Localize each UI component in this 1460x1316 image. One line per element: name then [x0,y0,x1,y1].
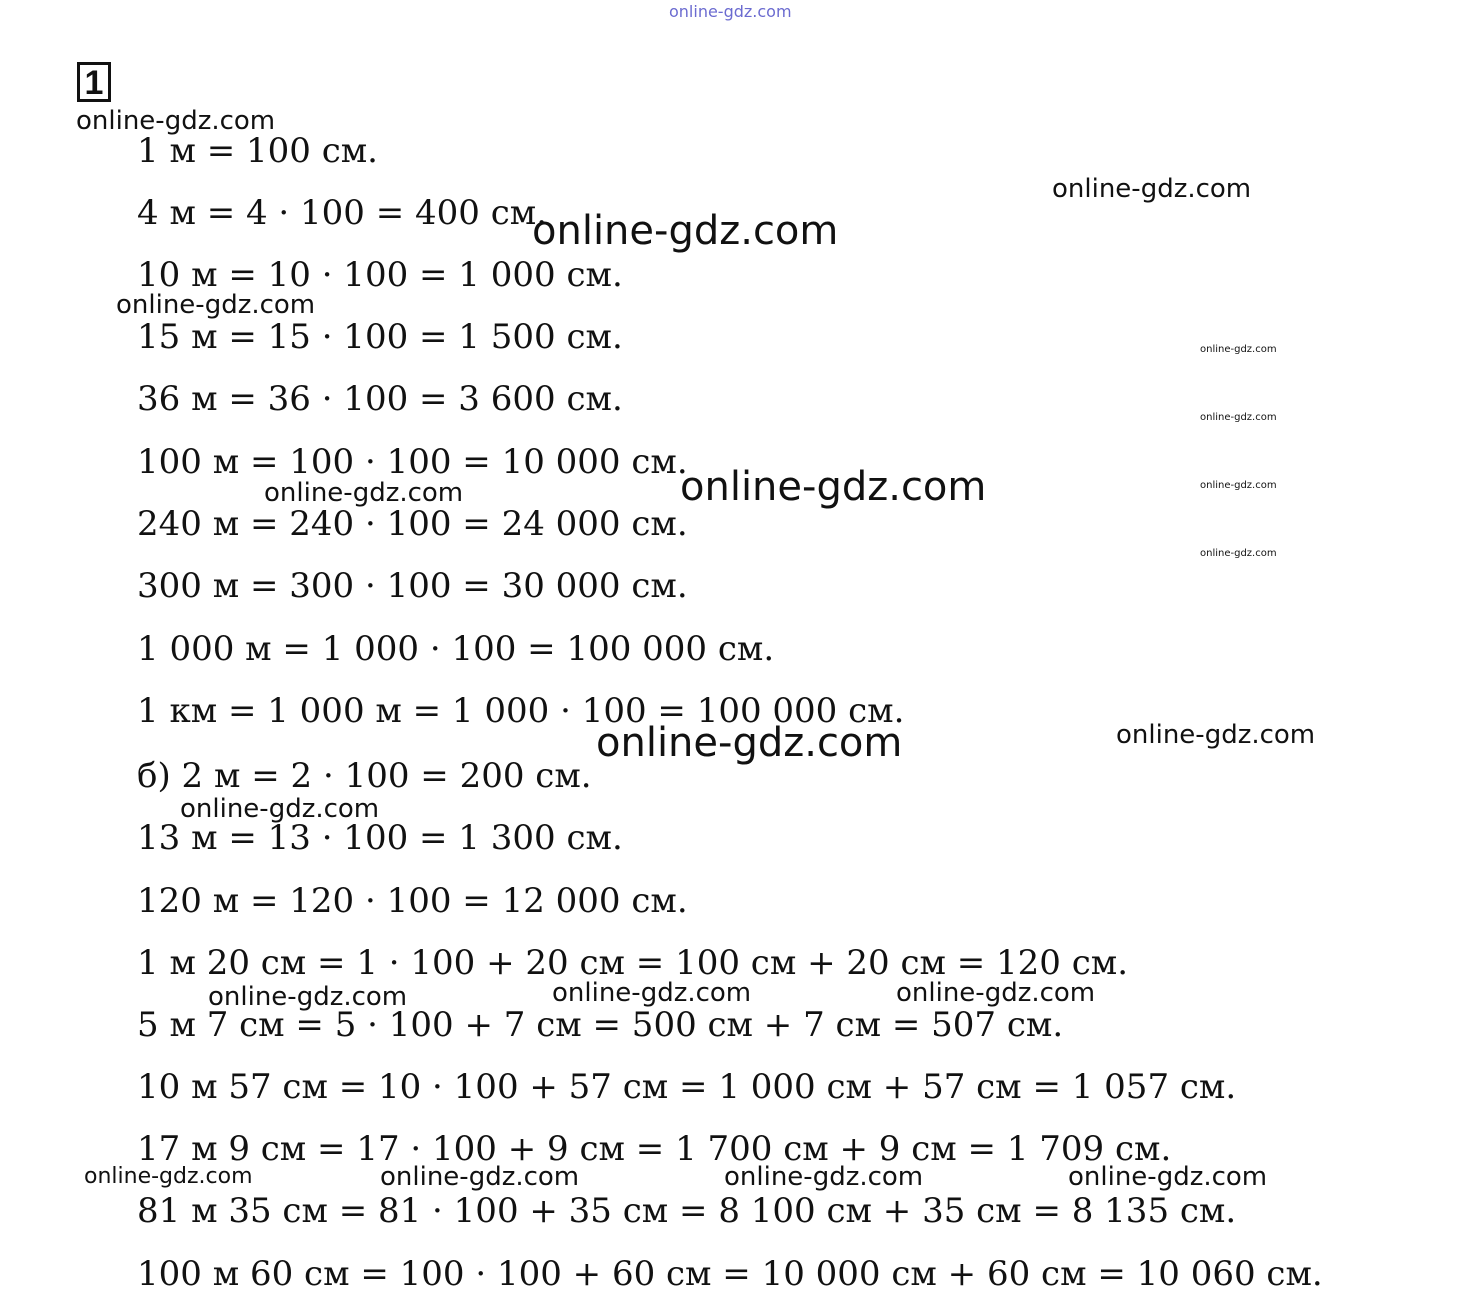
solution-line-10: 1 км = 1 000 м = 1 000 · 100 = 100 000 см. [137,691,905,731]
solution-line-17: 17 м 9 см = 17 · 100 + 9 см = 1 700 см + 9 см = 1 709 см. [137,1129,1172,1169]
watermark: online-gdz.com [1200,480,1277,491]
solution-line-2: 4 м = 4 · 100 = 400 см. [137,193,548,233]
watermark: online-gdz.com [380,1162,580,1192]
watermark: online-gdz.com [1200,548,1277,559]
solution-line-6: 100 м = 100 · 100 = 10 000 см. [137,442,688,482]
watermark: online-gdz.com [552,978,752,1008]
watermark: online-gdz.com [596,720,903,766]
watermark: online-gdz.com [1116,720,1316,750]
watermark: online-gdz.com [532,208,839,254]
watermark: online-gdz.com [208,982,408,1012]
solution-line-9: 1 000 м = 1 000 · 100 = 100 000 см. [137,629,775,669]
solution-line-8: 300 м = 300 · 100 = 30 000 см. [137,566,688,606]
solution-line-18: 81 м 35 см = 81 · 100 + 35 см = 8 100 см + 35 см = 8 135 см. [137,1191,1237,1231]
watermark: online-gdz.com [84,1164,253,1189]
solution-line-16: 10 м 57 см = 10 · 100 + 57 см = 1 000 см + 57 см = 1 057 см. [137,1067,1237,1107]
solution-line-1: 1 м = 100 см. [137,131,378,171]
solution-line-5: 36 м = 36 · 100 = 3 600 см. [137,379,623,419]
watermark: online-gdz.com [180,794,380,824]
task-number-box: 1 [77,62,111,102]
watermark: online-gdz.com [896,978,1096,1008]
solution-line-7: 240 м = 240 · 100 = 24 000 см. [137,504,688,544]
solution-line-15: 5 м 7 см = 5 · 100 + 7 см = 500 см + 7 см = 507 см. [137,1005,1064,1045]
header-watermark: online-gdz.com [669,2,792,21]
solution-line-11: б) 2 м = 2 · 100 = 200 см. [137,756,592,796]
solution-line-4: 15 м = 15 · 100 = 1 500 см. [137,317,623,357]
watermark: online-gdz.com [116,290,316,320]
watermark: online-gdz.com [264,478,464,508]
solution-line-14: 1 м 20 см = 1 · 100 + 20 см = 100 см + 20 см = 120 см. [137,943,1129,983]
watermark: online-gdz.com [724,1162,924,1192]
solution-line-19: 100 м 60 см = 100 · 100 + 60 см = 10 000 см + 60 см = 10 060 см. [137,1254,1323,1294]
watermark: online-gdz.com [680,464,987,510]
watermark: online-gdz.com [1052,174,1252,204]
solution-line-12: 13 м = 13 · 100 = 1 300 см. [137,818,623,858]
solution-line-3: 10 м = 10 · 100 = 1 000 см. [137,255,623,295]
watermark: online-gdz.com [1200,344,1277,355]
watermark: online-gdz.com [1068,1162,1268,1192]
solution-line-13: 120 м = 120 · 100 = 12 000 см. [137,881,688,921]
watermark: online-gdz.com [76,106,276,136]
watermark: online-gdz.com [1200,412,1277,423]
